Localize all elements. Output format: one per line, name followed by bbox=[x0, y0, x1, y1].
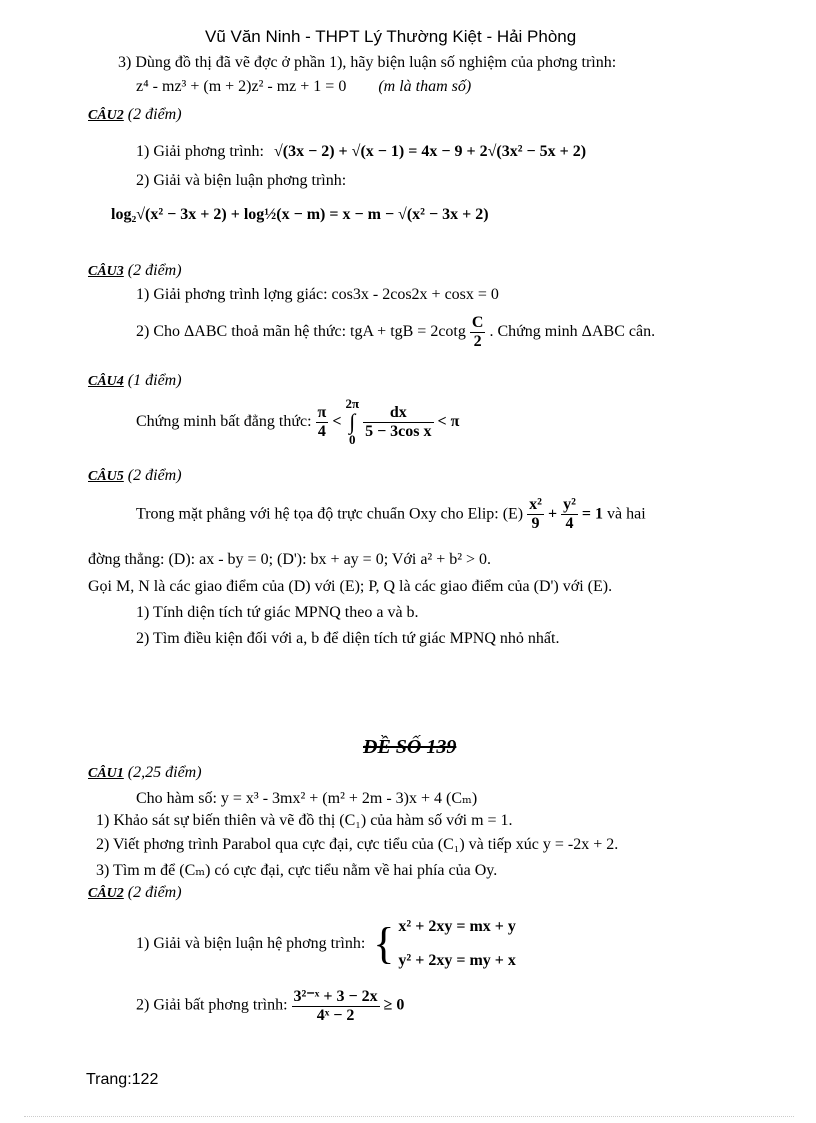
denominator-4: 4 bbox=[565, 515, 574, 532]
inequality-numerator: 3²⁻ˣ + 3 − 2x bbox=[293, 988, 378, 1005]
lhs-fraction bbox=[316, 404, 329, 441]
de139-c2q1-text: 1) Giải và biện luận hệ phơng trình: bbox=[136, 935, 366, 952]
cau4-inequality bbox=[136, 396, 459, 448]
integral-lower-limit: 0 bbox=[349, 432, 356, 447]
integral-sign-icon: ∫ bbox=[349, 409, 356, 434]
de139-cau1-label: CÂU1 bbox=[88, 766, 124, 781]
cau2-q1-text: 1) Giải phơng trình: bbox=[136, 143, 264, 160]
cau3-q2-text-a: 2) Cho ΔABC thoả mãn hệ thức: tgA + tgB = 2cotg bbox=[136, 323, 466, 341]
de139-cau2-label: CÂU2 bbox=[88, 886, 124, 901]
part1-equation bbox=[136, 78, 471, 96]
denominator-9: 9 bbox=[531, 515, 540, 532]
less-than-sign: < bbox=[332, 413, 342, 430]
cau2-q2-equation: log₂√(x² − 3x + 2) + log½(x − m) = x − m − √(x² − 3x + 2) bbox=[111, 206, 489, 223]
de139-q2: 2) Viết phơng trình Parabol qua cực đại, cực tiểu của (C₁) và tiếp xúc y = -2x + 2. bbox=[96, 836, 619, 853]
cau3-heading bbox=[88, 262, 182, 280]
lhs-denominator: 4 bbox=[317, 422, 326, 440]
ellipse-x-fraction bbox=[527, 496, 544, 533]
x-squared: x² bbox=[529, 496, 542, 513]
cau5-line2: đờng thẳng: (D): ax - by = 0; (D'): bx + ay = 0; Với a² + b² > 0. bbox=[88, 551, 492, 568]
cau5-label: CÂU5 bbox=[88, 469, 124, 484]
de139-c2q2 bbox=[136, 986, 404, 1025]
system-brace-icon: { bbox=[373, 919, 395, 968]
cau4-heading bbox=[88, 372, 182, 390]
cau5-ellipse-line bbox=[136, 496, 646, 533]
integrand-denominator: 5 − 3cos x bbox=[365, 422, 432, 440]
fraction-numerator: C bbox=[471, 314, 484, 331]
cau3-label: CÂU3 bbox=[88, 264, 124, 279]
cau3-q2-fraction bbox=[470, 314, 486, 351]
cau3-q2 bbox=[136, 314, 655, 351]
de139-q1: 1) Khảo sát sự biến thiên và vẽ đồ thị (C₁) của hàm số với m = 1. bbox=[96, 812, 513, 829]
de139-c2q2-text: 2) Giải bất phơng trình: bbox=[136, 996, 288, 1014]
y-squared: y² bbox=[563, 496, 576, 513]
cau2-label: CÂU2 bbox=[88, 108, 124, 123]
cau5-heading bbox=[88, 467, 182, 485]
cau2-q2-text: 2) Giải và biện luận phơng trình: bbox=[136, 172, 347, 189]
system-eq-2: y² + 2xy = my + x bbox=[398, 952, 516, 969]
integrand-numerator: dx bbox=[363, 404, 433, 423]
cau5-q2: 2) Tìm điều kiện đối với a, b để diện tích tứ giác MPNQ nhỏ nhất. bbox=[136, 630, 560, 647]
de139-function: Cho hàm số: y = x³ - 3mx² + (m² + 2m - 3)x + 4 (Cₘ) bbox=[136, 790, 478, 807]
page-header: Vũ Văn Ninh - THPT Lý Thường Kiệt - Hải Phòng bbox=[205, 27, 577, 46]
inequality-fraction bbox=[292, 986, 380, 1025]
plus-sign: + bbox=[547, 505, 558, 523]
cau3-points: (2 điểm) bbox=[127, 262, 182, 279]
inequality-rhs: ≥ 0 bbox=[383, 996, 405, 1014]
system-eq-1: x² + 2xy = mx + y bbox=[398, 918, 516, 935]
fraction-denominator: 2 bbox=[473, 333, 482, 350]
cau4-points: (1 điểm) bbox=[127, 372, 182, 389]
de139-c2q1 bbox=[136, 910, 516, 978]
integral-upper-limit: 2π bbox=[345, 396, 360, 411]
cau4-text: Chứng minh bất đẳng thức: bbox=[136, 413, 312, 430]
cau3-q2-text-b: . Chứng minh ΔABC cân. bbox=[489, 323, 656, 341]
cau5-points: (2 điểm) bbox=[127, 467, 182, 484]
cau5-q1: 1) Tính diện tích tứ giác MPNQ theo a và b. bbox=[136, 604, 419, 621]
de139-cau2-points: (2 điểm) bbox=[127, 884, 182, 901]
cau4-label: CÂU4 bbox=[88, 374, 124, 389]
equation-text: z⁴ - mz³ + (m + 2)z² - mz + 1 = 0 bbox=[136, 78, 347, 95]
cau3-q1: 1) Giải phơng trình lợng giác: cos3x - 2cos2x + cosx = 0 bbox=[136, 286, 499, 303]
page-footer: Trang:122 bbox=[86, 1071, 159, 1088]
cau2-points: (2 điểm) bbox=[127, 106, 182, 123]
inequality-denominator: 4ˣ − 2 bbox=[316, 1007, 355, 1024]
part1-item3: 3) Dùng đồ thị đã vẽ đợc ở phần 1), hãy biện luận số nghiệm của phơng trình: bbox=[118, 54, 617, 71]
equals-one: = 1 bbox=[581, 505, 603, 523]
cau2-q1 bbox=[136, 143, 586, 161]
equation-system bbox=[398, 910, 515, 978]
cau5-text-a: Trong mặt phẳng với hệ tọa độ trực chuẩn Oxy cho Elip: (E) bbox=[136, 505, 524, 523]
de139-cau2-heading bbox=[88, 884, 182, 902]
cau2-heading bbox=[88, 106, 182, 124]
rhs: < π bbox=[437, 413, 460, 430]
exam-title: ĐỀ SỐ 139 bbox=[363, 736, 457, 758]
footer-divider bbox=[24, 1116, 794, 1117]
cau5-line3: Gọi M, N là các giao điểm của (D) với (E); P, Q là các giao điểm của (D') với (E). bbox=[88, 578, 613, 595]
de139-cau1-points: (2,25 điểm) bbox=[127, 764, 202, 781]
ellipse-y-fraction bbox=[561, 496, 578, 533]
integral bbox=[345, 396, 359, 448]
cau5-text-b: và hai bbox=[606, 505, 646, 523]
equation-note: (m là tham số) bbox=[378, 78, 472, 95]
integrand-fraction bbox=[363, 404, 433, 441]
lhs-numerator: π bbox=[317, 403, 327, 421]
de139-q3: 3) Tìm m để (Cₘ) có cực đại, cực tiểu nằm về hai phía của Oy. bbox=[96, 862, 498, 879]
cau2-q1-equation: √(3x − 2) + √(x − 1) = 4x − 9 + 2√(3x² − 5x + 2) bbox=[274, 143, 587, 160]
de139-cau1-heading bbox=[88, 764, 202, 782]
